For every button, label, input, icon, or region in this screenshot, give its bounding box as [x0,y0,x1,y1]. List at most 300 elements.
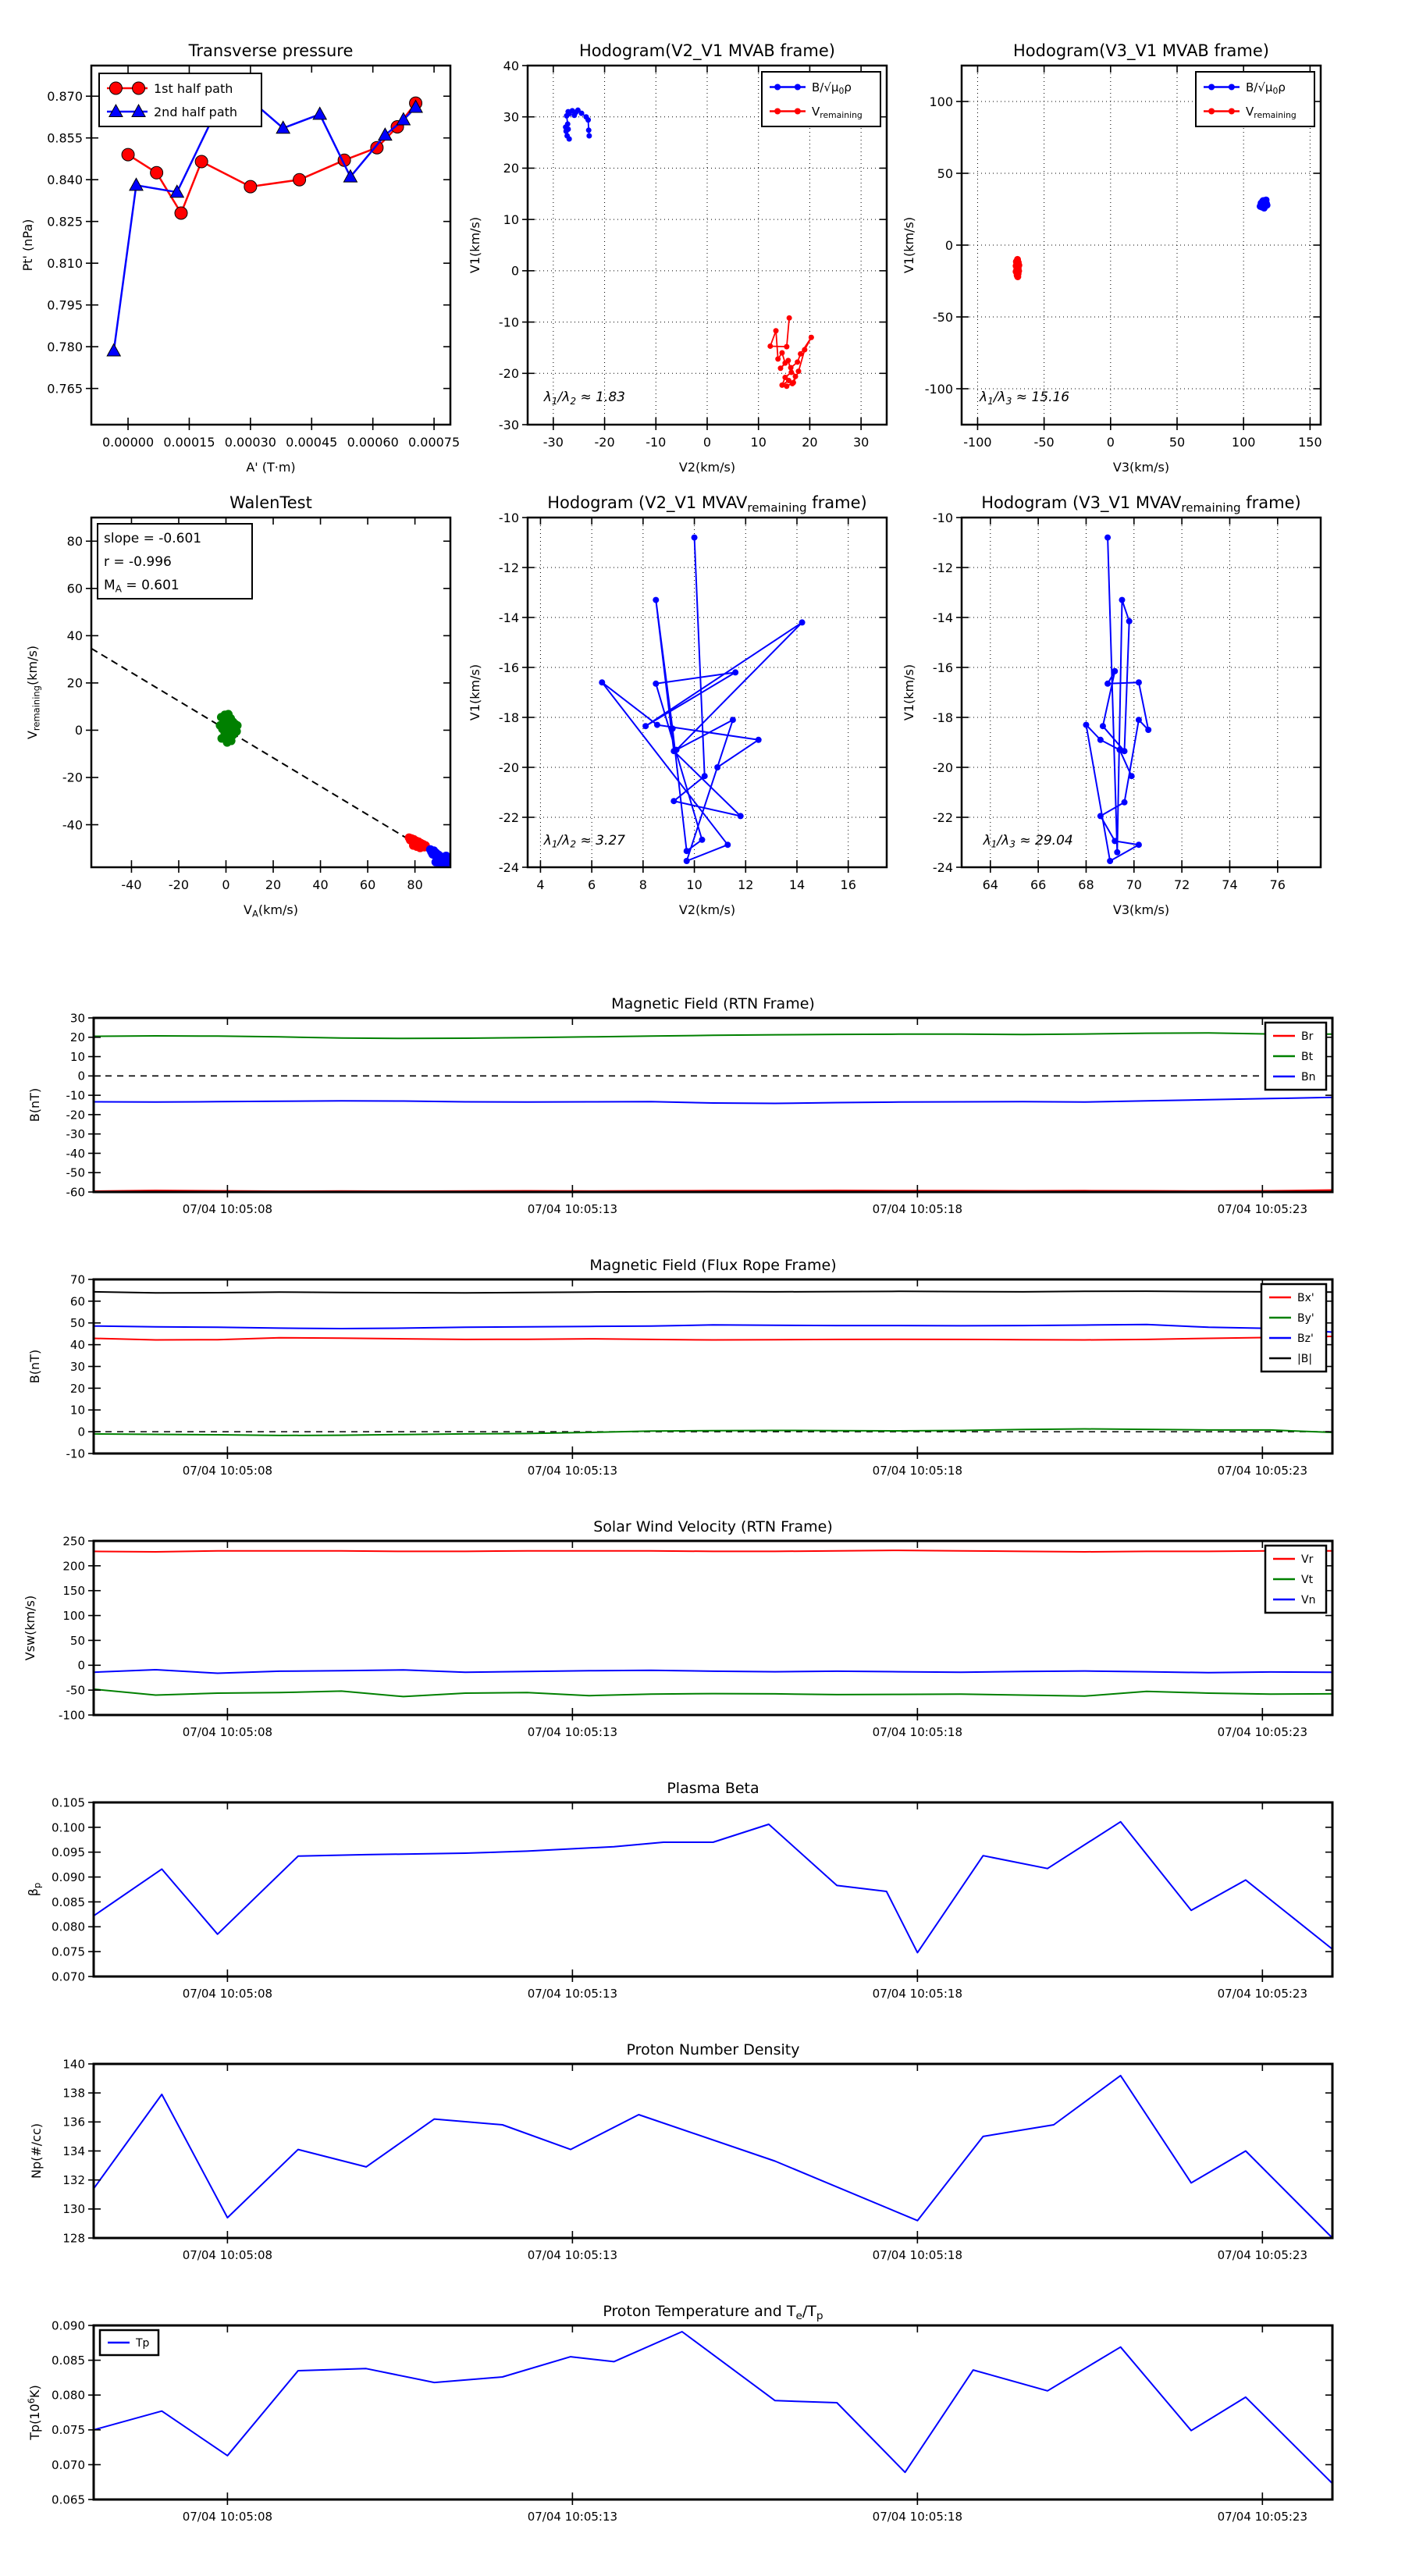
y-tick-label: 30 [69,1011,85,1026]
panel-velocity-rtn [23,1518,1332,1739]
y-tick-label: 0.825 [47,214,83,229]
y-tick-label: -100 [924,381,953,397]
y-tick-label: -40 [62,817,83,833]
axes-frame [94,1279,1332,1453]
point-marker [784,383,789,389]
x-tick-label: 100 [1231,435,1256,450]
point-marker [1119,597,1125,603]
y-tick-label: 0.840 [47,172,83,187]
panel-title: Solar Wind Velocity (RTN Frame) [593,1518,833,1535]
x-tick-label: 07/04 10:05:18 [872,2510,963,2524]
x-tick-label: 0 [702,435,712,450]
x-axis-label: V3(km/s) [1112,902,1170,917]
axes-frame [94,2064,1332,2238]
legend-label: $B/√\mu_0\rho$ [812,80,852,97]
legend-label: Br [1301,1030,1314,1044]
panel-title: Proton Number Density [626,2041,800,2058]
point-marker [1208,84,1215,91]
point-marker [133,82,145,94]
y-tick-label: 10 [69,1049,85,1064]
panel-title: Magnetic Field (Flux Rope Frame) [589,1257,837,1274]
point-marker [779,382,784,388]
x-tick-label: 07/04 10:05:08 [182,1987,273,2001]
y-tick-label: -20 [62,770,83,785]
panel-plasma-beta [26,1780,1332,2001]
x-tick-label: 0.00030 [224,435,276,450]
x-tick-label: 07/04 10:05:23 [1217,1202,1308,1216]
point-marker [564,133,570,139]
panel-title: Hodogram(V3_V1 MVAB frame) [1013,41,1269,60]
x-tick-label: -30 [542,435,564,450]
point-marker [674,747,680,753]
y-tick-label: -22 [498,809,519,825]
y-tick-label: 100 [929,94,953,109]
y-tick-label: 0.070 [52,2457,85,2472]
annotation: $\lambda_1/\lambda_3 \approx 29.04$ [983,832,1073,850]
x-tick-label: 16 [840,877,856,892]
annotation: $\lambda_1/\lambda_2 \approx 3.27$ [543,832,625,850]
point-marker [684,848,690,854]
series-first-half [215,710,241,746]
y-tick-label: 40 [503,58,519,73]
point-marker [724,841,731,848]
panel-title: Proton Temperature and $T_e/T_p$ [603,2303,823,2323]
panel-mag-rtn [27,995,1332,1216]
y-tick-label: 100 [62,1608,85,1623]
x-tick-label: 80 [407,877,423,892]
triangle-marker [130,178,143,190]
y-tick-label: -22 [932,809,953,825]
x-tick-label: 07/04 10:05:18 [872,2248,963,2262]
x-tick-label: 07/04 10:05:13 [527,1202,618,1216]
y-tick-label: 130 [62,2202,85,2217]
point-marker [791,380,796,386]
point-marker [777,365,783,371]
series-Vt [94,1689,1332,1697]
y-tick-label: -20 [498,760,519,775]
y-tick-label: -10 [932,510,953,525]
x-tick-label: 68 [1078,877,1094,892]
y-tick-label: -18 [932,710,953,725]
y-tick-label: 10 [503,212,519,227]
point-marker [795,109,801,115]
y-tick-label: 50 [937,165,953,181]
point-marker [1014,273,1021,280]
y-tick-label: 80 [66,534,83,550]
y-tick-label: 134 [62,2144,85,2158]
x-tick-label: -50 [1033,435,1055,450]
x-tick-label: 20 [802,435,818,450]
x-tick-label: -10 [646,435,667,450]
x-tick-label: 07/04 10:05:18 [872,1725,963,1739]
point-marker [714,764,720,770]
point-marker [1136,679,1142,685]
point-marker [1104,535,1111,541]
y-tick-label: 0.090 [52,2318,85,2333]
point-marker [653,681,659,687]
y-tick-label: -20 [932,760,953,775]
y-tick-label: 0 [77,1425,85,1439]
panel-hodogram-v3v1-mvav [902,493,1321,917]
series-Vn [94,1670,1332,1674]
x-tick-label: 14 [788,877,806,892]
point-marker [1097,813,1104,819]
series-hodogram-path [599,535,805,864]
x-axis-label: V3(km/s) [1112,460,1170,475]
annotation: $\lambda_1/\lambda_2 \approx 1.83$ [543,390,625,407]
y-axis-label: $Tp(10^6K)$ [25,2385,42,2440]
y-axis-label: Pt' (nPa) [20,219,35,272]
legend [100,2330,158,2355]
point-marker [784,344,789,350]
y-tick-label: 0.085 [52,2354,85,2368]
y-tick-label: 10 [69,1403,85,1418]
y-tick-label: 0.780 [47,339,83,354]
legend-label: $B/√\mu_0\rho$ [1246,80,1286,97]
point-marker [599,679,605,685]
x-tick-label: 07/04 10:05:18 [872,1464,963,1478]
y-axis-label: $\beta_p$ [26,1882,43,1897]
point-marker [642,723,649,729]
y-tick-label: -14 [498,610,519,625]
y-axis-label: V1(km/s) [468,216,482,274]
point-marker [732,669,738,675]
y-tick-label: 132 [62,2173,85,2188]
legend-label: Bn [1301,1071,1316,1084]
annotation: $\lambda_1/\lambda_3 \approx 15.16$ [980,390,1070,407]
x-axis-label: A' (T·m) [246,460,296,475]
y-tick-label: -14 [932,610,953,625]
y-tick-label: 200 [62,1559,85,1574]
panel-proton-temperature [26,2303,1332,2524]
x-tick-label: 07/04 10:05:08 [182,1202,273,1216]
legend-label: |B| [1297,1353,1313,1366]
point-marker [224,710,233,718]
x-tick-label: 72 [1173,877,1190,892]
point-marker [1116,747,1122,753]
axes-frame [94,1018,1332,1192]
x-tick-label: 0.00060 [347,435,399,450]
legend-label: Vr [1301,1553,1314,1567]
legend-label: Bt [1301,1051,1314,1064]
x-tick-label: -100 [963,435,992,450]
x-tick-label: -20 [168,877,190,892]
x-tick-label: 0.00000 [101,435,155,450]
x-tick-label: 30 [852,435,870,450]
panel-title: Hodogram (V3_V1 $MVAV_{remaining}$ frame) [981,493,1301,515]
x-tick-label: 60 [359,877,376,892]
y-tick-label: 20 [66,675,83,691]
panel-proton-density [29,2041,1332,2262]
point-marker [795,368,801,374]
y-tick-label: 40 [69,1338,85,1353]
point-marker [730,717,736,723]
x-tick-label: 07/04 10:05:08 [182,1725,273,1739]
point-marker [1107,858,1113,864]
y-tick-label: 0.075 [52,1944,85,1959]
series-B-over-sqrt-mu0rho [563,108,592,142]
x-tick-label: 50 [1168,435,1186,450]
point-marker [1129,773,1135,779]
point-marker [756,737,762,743]
x-tick-label: 07/04 10:05:23 [1217,1987,1308,2001]
point-marker [795,84,801,91]
x-tick-label: 07/04 10:05:13 [527,1725,618,1739]
panel-title: Hodogram(V2_V1 MVAB frame) [579,41,835,60]
y-tick-label: 50 [69,1633,85,1648]
triangle-marker [107,344,120,356]
x-tick-label: 07/04 10:05:13 [527,2510,618,2524]
ticks [88,1802,1332,1982]
y-axis-label: B(nT) [27,1087,42,1123]
legend-label: By' [1297,1312,1314,1325]
y-axis-label: $V_{remaining}(km/s)$ [25,645,42,740]
point-marker [1229,109,1235,115]
series-V-remaining [1012,256,1022,280]
x-tick-label: 6 [588,877,596,892]
panel-walen-test [25,493,452,920]
point-marker [109,82,122,94]
point-marker [788,365,794,371]
y-tick-label: 70 [69,1272,85,1287]
y-tick-label: 40 [66,628,83,644]
x-tick-label: 07/04 10:05:18 [872,1987,963,2001]
y-tick-label: 0 [510,263,519,279]
point-marker [654,722,660,728]
point-marker [122,148,134,161]
x-tick-label: 0.00045 [286,435,338,450]
triangle-marker [313,107,326,119]
y-tick-label: -24 [498,859,519,875]
y-tick-label: 0.080 [52,1920,85,1934]
y-tick-label: 128 [62,2231,85,2246]
y-tick-label: 0.065 [52,2492,85,2507]
legend [1196,72,1314,126]
y-tick-label: -100 [58,1708,85,1723]
y-tick-label: -20 [66,1108,85,1123]
series-B-over-sqrt-mu0rho [1257,197,1271,212]
series-beta-p [94,1822,1332,1953]
y-tick-label: 0 [77,1658,85,1673]
y-axis-label: Vsw(km/s) [23,1595,37,1661]
series-Tp [94,2332,1332,2484]
legend-label: Vt [1301,1574,1314,1587]
point-marker [670,798,677,804]
x-tick-label: 0.00075 [408,435,461,450]
series-Bt [94,1033,1332,1038]
y-tick-label: -16 [932,660,953,675]
x-tick-label: 07/04 10:05:23 [1217,2510,1308,2524]
y-tick-label: 60 [66,581,83,596]
point-marker [1122,799,1128,806]
ticks [88,1018,1332,1197]
point-marker [1104,681,1111,687]
point-marker [1136,841,1142,848]
legend [1265,1546,1326,1613]
y-tick-label: 0.105 [52,1795,85,1810]
point-marker [798,351,803,357]
point-marker [795,359,800,365]
panel-title: WalenTest [229,493,312,512]
y-tick-label: -24 [932,859,953,875]
y-tick-label: 0.070 [52,1969,85,1984]
series-Bn [94,1098,1332,1104]
legend-label: Tp [136,2337,150,2350]
point-marker [670,725,676,731]
point-marker [788,369,794,375]
stats-line: slope = -0.601 [104,531,202,546]
y-tick-label: 0.810 [47,255,83,271]
point-marker [586,133,592,139]
y-tick-label: 0 [944,237,953,253]
point-marker [579,111,585,116]
y-axis-label: Np(#/cc) [29,2123,44,2179]
legend [99,73,261,126]
x-tick-label: 07/04 10:05:13 [527,1464,618,1478]
y-tick-label: 20 [69,1381,85,1396]
panel-hodogram-v2v1-mvab [468,41,887,475]
series-end-cluster [426,845,453,869]
point-marker [799,619,806,625]
x-tick-label: 40 [312,877,329,892]
axes-frame [94,2325,1332,2500]
series-By' [94,1429,1332,1436]
x-axis-label: V2(km/s) [678,902,736,917]
y-tick-label: -10 [498,315,519,330]
y-tick-label: -30 [66,1127,85,1142]
point-marker [775,356,781,361]
y-tick-label: -50 [66,1165,85,1180]
y-tick-label: 0.100 [52,1820,85,1835]
point-marker [371,141,383,154]
point-marker [699,837,705,843]
y-tick-label: 30 [503,109,519,125]
panel-hodogram-v3v1-mvab [902,41,1322,475]
x-tick-label: 07/04 10:05:23 [1217,1725,1308,1739]
x-tick-label: 70 [1126,877,1142,892]
point-marker [1136,717,1142,723]
point-marker [1229,84,1235,91]
y-tick-label: 0.080 [52,2388,85,2403]
y-tick-label: 136 [62,2115,85,2129]
legend-label: Vn [1301,1594,1316,1607]
point-marker [1145,727,1151,733]
y-axis-label: B(nT) [27,1349,42,1384]
y-tick-label: 150 [62,1584,85,1599]
y-tick-label: -50 [932,309,953,325]
series-V-remaining [767,315,814,389]
point-marker [785,358,791,363]
x-tick-label: 12 [738,877,754,892]
point-marker [653,597,659,603]
point-marker [1208,109,1215,115]
y-tick-label: 60 [69,1294,85,1309]
panel-title: Hodogram (V2_V1 $MVAV_{remaining}$ frame) [547,493,867,515]
ticks [956,518,1321,873]
point-marker [1114,849,1120,856]
x-tick-label: 8 [638,877,647,892]
point-marker [586,127,592,133]
y-tick-label: 30 [69,1359,85,1374]
x-tick-label: 07/04 10:05:08 [182,1464,273,1478]
legend-label: Bx' [1297,1292,1314,1305]
stats-line: $M_A = 0.601$ [104,578,180,595]
x-tick-label: 07/04 10:05:18 [872,1202,963,1216]
legend-label: $V_{remaining}$ [812,104,863,121]
x-tick-label: 0 [1106,435,1115,450]
point-marker [1126,618,1133,624]
point-marker [175,207,187,219]
y-axis-label: V1(km/s) [902,664,916,721]
point-marker [1112,838,1118,844]
y-axis-label: V1(km/s) [902,216,916,274]
y-tick-label: 0 [77,1069,85,1083]
x-tick-label: 10 [686,877,702,892]
point-marker [585,117,591,123]
y-tick-label: 0.795 [47,297,83,313]
y-tick-label: 20 [69,1030,85,1045]
series-|B| [94,1291,1332,1293]
point-marker [692,535,698,541]
legend [1265,1023,1326,1090]
y-tick-label: -40 [66,1146,85,1161]
series-Bz' [94,1325,1332,1332]
x-tick-label: 76 [1269,877,1286,892]
panel-title: Magnetic Field (RTN Frame) [611,995,815,1012]
y-tick-label: 50 [69,1316,85,1331]
ticks [522,518,887,873]
point-marker [774,84,781,91]
y-tick-label: -10 [66,1446,85,1461]
legend [762,72,880,126]
point-marker [774,109,781,115]
grid [528,518,887,867]
axes-frame [528,518,887,867]
x-tick-label: -20 [594,435,615,450]
point-marker [802,347,807,353]
x-tick-label: 07/04 10:05:23 [1217,2248,1308,2262]
y-tick-label: -20 [498,366,519,382]
point-marker [151,166,163,179]
series-Np [94,2076,1332,2238]
x-tick-label: 20 [265,877,282,892]
y-tick-label: 140 [62,2057,85,2072]
point-marker [1083,722,1089,728]
point-marker [293,173,306,186]
y-tick-label: -50 [66,1683,85,1698]
y-tick-label: -12 [932,560,953,575]
axes-frame [94,1541,1332,1715]
point-marker [1100,723,1106,729]
panel-title: Plasma Beta [667,1780,759,1797]
y-tick-label: 0.075 [52,2423,85,2438]
point-marker [809,335,814,340]
x-tick-label: 07/04 10:05:23 [1217,1464,1308,1478]
point-marker [702,773,708,779]
x-axis-label: $V_A(km/s)$ [244,902,298,920]
x-tick-label: 4 [536,877,545,892]
y-tick-label: 0.855 [47,130,83,146]
x-tick-label: 66 [1030,877,1047,892]
y-tick-label: -10 [498,510,519,525]
point-marker [1097,737,1104,743]
y-tick-label: -12 [498,560,519,575]
series-Bx' [94,1336,1332,1340]
legend-label: 1st half path [154,80,233,96]
point-marker [1260,201,1267,208]
y-tick-label: -10 [66,1088,85,1103]
point-marker [233,721,242,730]
